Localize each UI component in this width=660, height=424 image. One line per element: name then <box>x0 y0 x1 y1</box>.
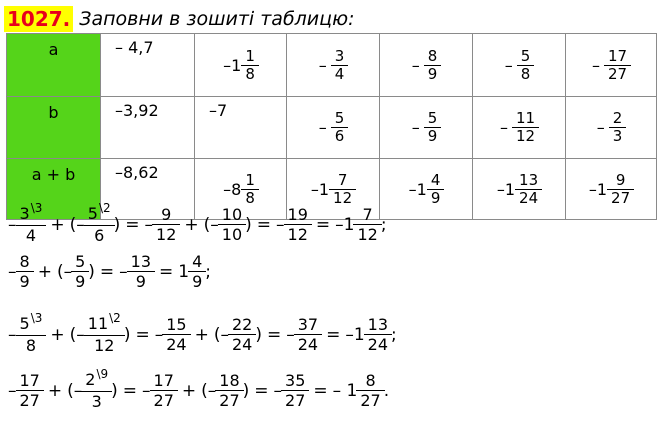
mixed-number <box>597 110 626 145</box>
expression-text: – 1 <box>332 380 358 401</box>
fraction <box>333 48 347 83</box>
fraction <box>358 371 382 410</box>
numerator: 2 <box>612 109 623 127</box>
solution-line <box>8 367 390 411</box>
operator: + <box>184 214 199 235</box>
minus-sign: – <box>504 55 513 75</box>
expression-text: – <box>286 324 295 345</box>
denominator: 12 <box>329 189 356 207</box>
table-cell-fraction <box>380 159 473 220</box>
mixed-number <box>500 110 538 145</box>
denominator: 4 <box>16 225 47 245</box>
fraction <box>286 205 310 244</box>
expression-text: ) <box>88 261 95 282</box>
numerator: 13 <box>367 315 388 334</box>
fraction <box>217 371 241 410</box>
expression-text: (– <box>67 380 83 401</box>
fraction <box>611 110 625 145</box>
solution-line <box>8 201 387 245</box>
numerator: 5 <box>520 46 531 65</box>
fraction <box>355 205 379 244</box>
numerator-wrap <box>220 205 244 224</box>
denominator: 27 <box>607 189 634 207</box>
fraction <box>18 252 32 291</box>
numerator-wrap <box>363 371 377 390</box>
operator: = <box>99 261 115 282</box>
whole-part: –1 <box>310 179 330 199</box>
fraction <box>129 252 153 291</box>
denominator: 6 <box>331 127 349 145</box>
denominator: 3 <box>609 127 627 145</box>
expression-text: – <box>142 380 151 401</box>
denominator: 12 <box>152 224 180 244</box>
numerator: 35 <box>285 371 306 390</box>
numerator-wrap <box>159 205 173 224</box>
denominator: 27 <box>215 390 243 410</box>
numerator: 5 <box>427 109 438 127</box>
denominator: 8 <box>241 65 259 83</box>
operator: = <box>313 380 328 401</box>
mixed-number <box>311 172 355 207</box>
expression-text: ) <box>242 380 250 401</box>
mixed-number <box>412 110 441 145</box>
expression-text: (– <box>213 324 229 345</box>
expression-text: ; <box>205 261 212 282</box>
fraction <box>86 201 113 245</box>
fraction <box>366 315 390 354</box>
numerator: 7 <box>362 205 373 224</box>
numerator: 9 <box>615 170 626 189</box>
table-cell-fraction <box>195 34 287 97</box>
expression-text: – <box>8 380 17 401</box>
denominator: 6 <box>84 225 115 245</box>
mixed-number <box>592 48 630 83</box>
fraction <box>164 315 188 354</box>
common-factor-mark: \3 <box>30 311 43 325</box>
operator: + <box>50 324 65 345</box>
mixed-number <box>319 110 348 145</box>
numerator-wrap <box>18 252 32 271</box>
expression-text: – <box>8 261 17 282</box>
expression-text: – <box>119 261 128 282</box>
mixed-number <box>505 48 534 83</box>
denominator: 12 <box>284 224 312 244</box>
table-cell-fraction <box>287 34 380 97</box>
mixed-number <box>497 172 541 207</box>
numerator-wrap <box>83 367 110 391</box>
fraction <box>333 110 347 145</box>
operator: + <box>50 214 65 235</box>
expression-text: (– <box>69 214 85 235</box>
denominator: 24 <box>294 334 322 354</box>
whole-part: –1 <box>496 179 516 199</box>
denominator: 27 <box>604 65 631 83</box>
minus-sign: – <box>411 118 420 137</box>
table-cell-value: –3,92 <box>101 97 195 159</box>
numerator: 15 <box>166 315 187 334</box>
table-cell-fraction <box>473 34 566 97</box>
fraction <box>429 172 443 207</box>
fraction <box>190 252 204 291</box>
numerator: 19 <box>287 205 308 224</box>
fraction <box>152 371 176 410</box>
denominator: 27 <box>150 390 178 410</box>
expression-text: 1 <box>178 261 190 282</box>
row-label: b <box>7 97 101 159</box>
expression-text: – <box>8 324 17 345</box>
denominator: 9 <box>71 271 89 291</box>
fraction <box>73 252 87 291</box>
mixed-number <box>412 48 441 83</box>
operator: = <box>326 324 341 345</box>
table-cell-value: –7 <box>195 97 287 159</box>
common-factor-mark: \3 <box>30 201 43 215</box>
fraction <box>606 48 629 83</box>
numerator: 17 <box>607 46 628 65</box>
fraction <box>609 172 632 207</box>
expression-text: (– <box>203 214 219 235</box>
expression-text: (– <box>69 324 85 345</box>
fraction <box>18 311 45 355</box>
fraction <box>283 371 307 410</box>
denominator: 24 <box>228 334 256 354</box>
fraction <box>154 205 178 244</box>
operator: = <box>125 214 140 235</box>
fraction <box>519 48 533 83</box>
numerator: 5 <box>19 314 30 333</box>
numerator-wrap <box>230 315 254 334</box>
denominator: 8 <box>16 335 47 355</box>
numerator-wrap <box>18 311 45 335</box>
numerator-wrap <box>86 311 123 335</box>
fraction <box>296 315 320 354</box>
values-table <box>6 33 657 220</box>
numerator-wrap <box>283 371 307 390</box>
common-factor-mark: \2 <box>98 201 111 215</box>
numerator-wrap <box>286 205 310 224</box>
fraction <box>83 367 110 411</box>
expression-text: ) <box>255 324 262 345</box>
denominator: 12 <box>84 335 125 355</box>
mixed-number <box>319 48 348 83</box>
expression-text: ) <box>245 214 252 235</box>
solution-line <box>8 252 211 291</box>
operator: = <box>159 261 174 282</box>
numerator: 7 <box>337 170 348 189</box>
denominator: 9 <box>188 271 206 291</box>
numerator: 5 <box>87 204 98 223</box>
denominator: 27 <box>16 390 44 410</box>
denominator: 8 <box>241 189 259 207</box>
operator: + <box>194 324 209 345</box>
numerator: 17 <box>153 371 174 390</box>
fraction <box>230 315 254 354</box>
numerator-wrap <box>86 201 113 225</box>
denominator: 9 <box>427 189 445 207</box>
mixed-number <box>223 172 258 207</box>
whole-part: –8 <box>223 179 242 199</box>
expression-text: – <box>8 214 17 235</box>
whole-part: –1 <box>588 179 608 199</box>
fraction <box>517 172 540 207</box>
operator: + <box>181 380 197 401</box>
expression-text: (– <box>201 380 217 401</box>
numerator: 18 <box>219 371 240 390</box>
minus-sign: – <box>411 55 420 75</box>
numerator-wrap <box>296 315 320 334</box>
numerator: 11 <box>87 314 109 333</box>
solution-line <box>8 311 397 355</box>
numerator-wrap <box>18 371 42 390</box>
task-header <box>4 5 354 33</box>
numerator-wrap <box>164 315 188 334</box>
minus-sign: – <box>591 55 600 75</box>
expression-text: – <box>154 324 164 345</box>
fraction <box>243 48 257 83</box>
numerator: 1 <box>245 46 255 65</box>
numerator: 4 <box>430 170 441 189</box>
numerator-wrap <box>152 371 176 390</box>
mixed-number <box>223 48 258 83</box>
denominator: 8 <box>517 65 535 83</box>
denominator: 24 <box>515 189 542 207</box>
numerator-wrap <box>129 252 153 271</box>
fraction <box>331 172 354 207</box>
table-row <box>7 34 657 97</box>
table-cell-fraction <box>473 159 566 220</box>
expression-text: ) <box>111 380 118 401</box>
fraction <box>86 311 123 355</box>
row-label: a <box>7 34 101 97</box>
expression-text: –1 <box>335 214 355 235</box>
denominator: 9 <box>424 65 442 83</box>
denominator: 12 <box>353 224 381 244</box>
numerator: 3 <box>334 46 345 65</box>
numerator: 3 <box>19 204 30 223</box>
table-cell-value: – 4,7 <box>101 34 195 97</box>
numerator-wrap <box>217 371 241 390</box>
numerator: 1 <box>245 170 255 189</box>
denominator: 27 <box>281 390 309 410</box>
denominator: 12 <box>512 127 539 145</box>
operator: = <box>254 380 269 401</box>
table-cell-fraction <box>473 97 566 159</box>
operator: = <box>122 380 138 401</box>
numerator: 10 <box>221 205 243 224</box>
expression-text: ) <box>123 324 131 345</box>
operator: = <box>256 214 272 235</box>
denominator: 27 <box>356 390 384 410</box>
common-factor-mark: \9 <box>96 367 109 381</box>
numerator: 8 <box>19 252 30 271</box>
operator: + <box>37 261 52 282</box>
numerator: 8 <box>427 46 438 65</box>
numerator: 5 <box>334 109 345 127</box>
denominator: 9 <box>16 271 34 291</box>
numerator: 8 <box>365 371 376 390</box>
denominator: 10 <box>218 224 246 244</box>
expression-text: – <box>144 214 154 235</box>
denominator: 4 <box>331 65 349 83</box>
expression-text: – <box>276 214 285 235</box>
table-row <box>7 97 657 159</box>
operator: = <box>266 324 282 345</box>
task-number: 1027. <box>4 6 73 32</box>
table-cell-fraction <box>380 97 473 159</box>
denominator: 9 <box>127 271 155 291</box>
fraction <box>426 48 440 83</box>
expression-text: – <box>273 380 283 401</box>
fraction <box>18 371 42 410</box>
table-cell-fraction <box>566 34 657 97</box>
task-instruction: Заповни в зошиті таблицю: <box>79 8 355 30</box>
numerator-wrap <box>73 252 87 271</box>
minus-sign: – <box>596 118 605 137</box>
operator: = <box>315 214 331 235</box>
fraction <box>514 110 537 145</box>
numerator: 5 <box>75 252 86 271</box>
expression-text: ; <box>380 214 387 235</box>
numerator: 13 <box>519 170 539 189</box>
expression-text: . <box>383 380 390 401</box>
mixed-number <box>409 172 444 207</box>
table-cell-fraction <box>380 34 473 97</box>
expression-text: –1 <box>345 324 365 345</box>
minus-sign: – <box>318 118 327 137</box>
table-cell-fraction <box>566 97 657 159</box>
mixed-number <box>589 172 633 207</box>
fraction <box>243 172 257 207</box>
fraction <box>426 110 440 145</box>
numerator: 22 <box>231 315 253 334</box>
table-cell-fraction <box>287 97 380 159</box>
expression-text: ) <box>113 214 121 235</box>
minus-sign: – <box>499 118 508 137</box>
operator: = <box>135 324 150 345</box>
fraction <box>220 205 244 244</box>
denominator: 9 <box>424 127 442 145</box>
numerator-wrap <box>361 205 375 224</box>
denominator: 24 <box>162 334 190 354</box>
table-cell-fraction <box>566 159 657 220</box>
expression-text: (– <box>56 261 73 282</box>
numerator: 2 <box>85 370 96 389</box>
fraction <box>18 201 45 245</box>
numerator: 4 <box>192 252 203 271</box>
numerator: 17 <box>19 371 40 390</box>
whole-part: –1 <box>223 55 242 75</box>
expression-text: ; <box>391 324 397 345</box>
numerator: 9 <box>161 205 172 224</box>
whole-part: –1 <box>408 179 427 199</box>
numerator-wrap <box>18 201 45 225</box>
denominator: 24 <box>364 334 392 354</box>
denominator: 3 <box>81 391 112 411</box>
operator: + <box>47 380 63 401</box>
numerator-wrap <box>366 315 390 334</box>
numerator: 37 <box>297 315 319 334</box>
table-cell-value: –8,62 <box>101 159 195 220</box>
numerator-wrap <box>190 252 204 271</box>
row-label: a + b <box>7 159 101 220</box>
numerator: 13 <box>130 252 152 271</box>
common-factor-mark: \2 <box>109 311 121 325</box>
numerator: 11 <box>515 109 536 127</box>
minus-sign: – <box>318 55 327 75</box>
